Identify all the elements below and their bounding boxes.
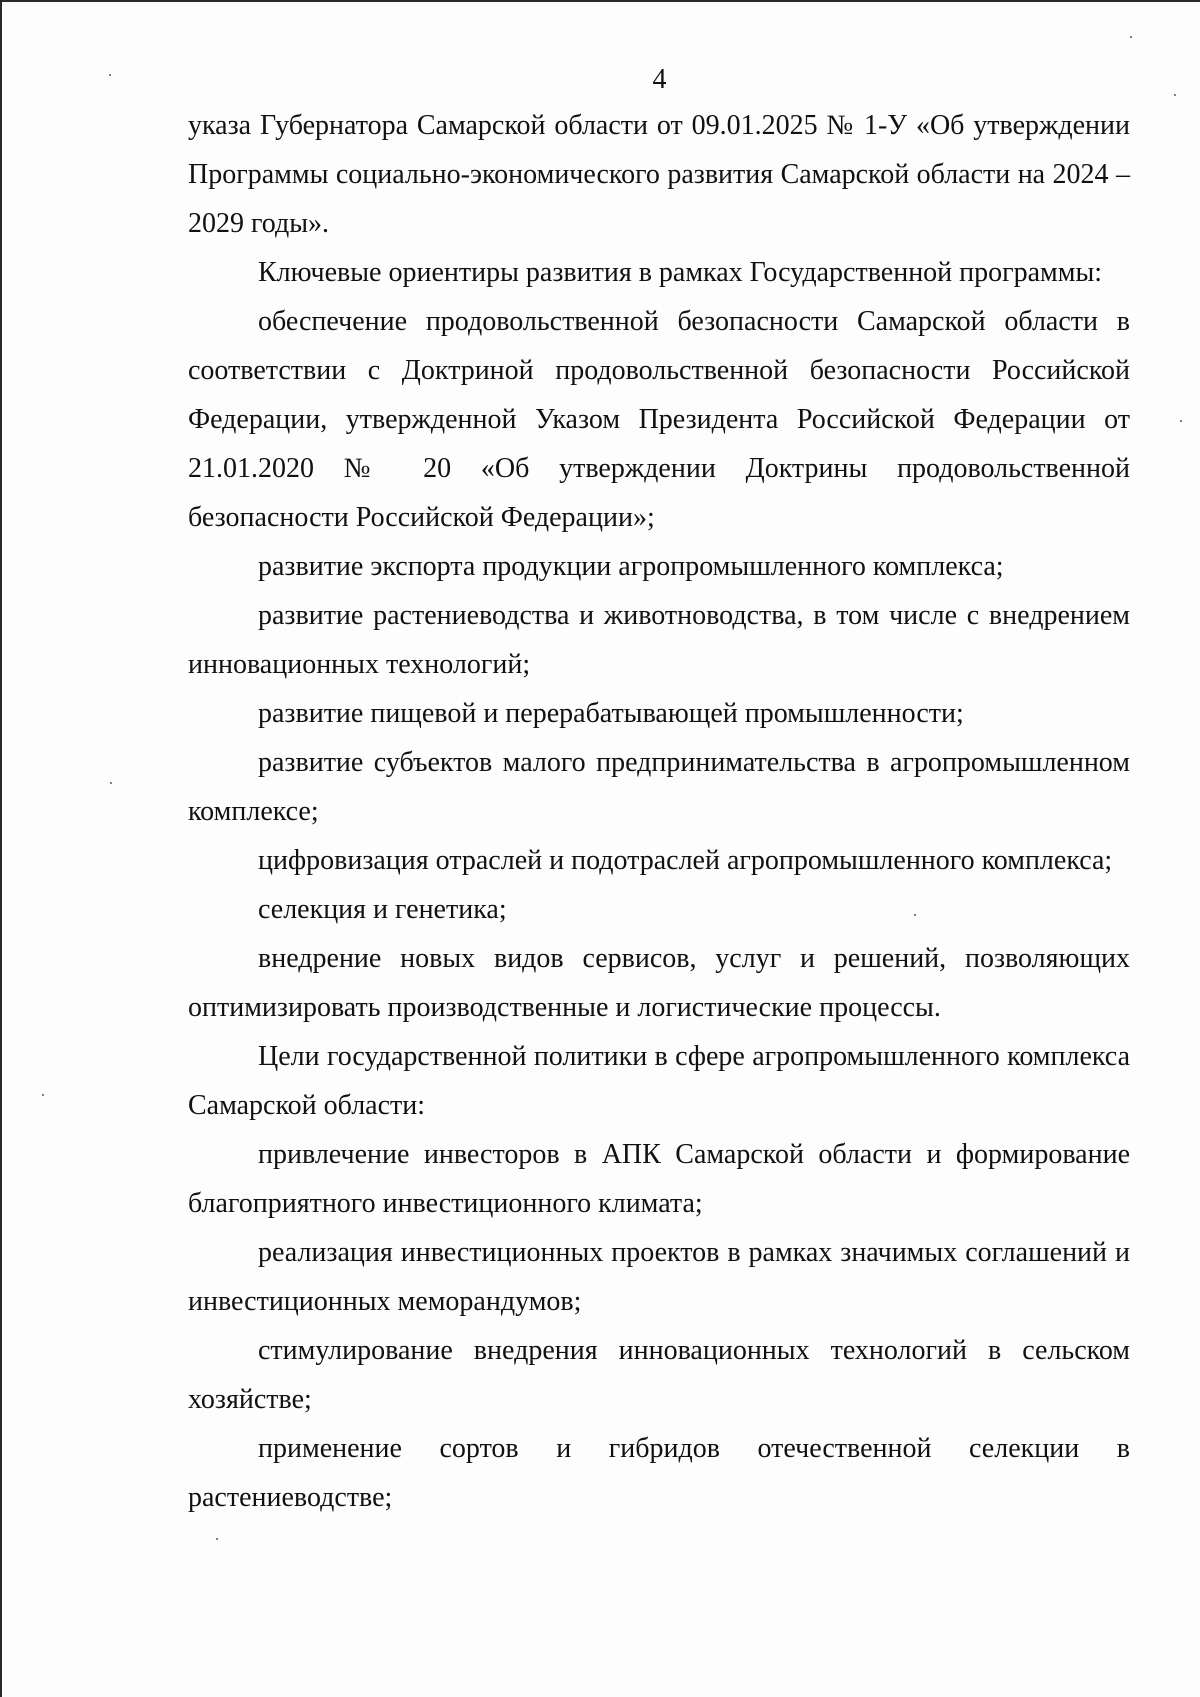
paragraph: стимулирование внедрения инновационных технологий в сельском хозяйстве; (188, 1335, 1130, 1415)
scan-speck (216, 1538, 218, 1540)
scan-speck (1130, 36, 1132, 38)
paragraph: реализация инвестиционных проектов в рамках значимых соглашений и инвестиционных меморандумов; (188, 1237, 1130, 1317)
paragraph: развитие экспорта продукции агропромышленного комплекса; (258, 551, 1004, 582)
paragraph: Ключевые ориентиры развития в рамках Государственной программы: (258, 257, 1103, 288)
paragraph: цифровизация отраслей и подотраслей агропромышленного комплекса; (258, 845, 1113, 876)
paragraph: применение сортов и гибридов отечественной селекции в растениеводстве; (188, 1433, 1130, 1513)
scan-speck (914, 914, 916, 916)
page-number: 4 (652, 64, 667, 95)
scan-speck (109, 74, 111, 76)
paragraph: обеспечение продовольственной безопасности Самарской области в соответствии с Доктриной продовольственной безопасности Российской Федерации, утвержденной Указом Президента Российской Федерации от 21.01.2020 № 20 «Об утверждении Доктрины продовольственной безопасности Российской Федерации»; (188, 306, 1130, 533)
scan-speck (42, 1094, 44, 1096)
paragraph: развитие пищевой и перерабатывающей промышленности; (258, 698, 964, 729)
paragraph: развитие растениеводства и животноводства, в том числе с внедрением инновационных технологий; (188, 600, 1130, 680)
document-body (188, 101, 1130, 1522)
scan-speck (1174, 94, 1176, 96)
paragraph: селекция и генетика; (258, 894, 507, 925)
paragraph: привлечение инвесторов в АПК Самарской области и формирование благоприятного инвестиционного климата; (188, 1139, 1130, 1219)
scan-speck (110, 782, 112, 784)
scan-speck (1180, 420, 1182, 422)
paragraph-continuation: указа Губернатора Самарской области от 09.01.2025 № 1-У «Об утверждении Программы социально-экономического развития Самарской области на 2024 – 2029 годы». (188, 110, 1130, 239)
paragraph: Цели государственной политики в сфере агропромышленного комплекса Самарской области: (188, 1041, 1130, 1121)
paragraph: внедрение новых видов сервисов, услуг и решений, позволяющих оптимизировать производственные и логистические процессы. (188, 943, 1130, 1023)
paragraph: развитие субъектов малого предпринимательства в агропромышленном комплексе; (188, 747, 1130, 827)
